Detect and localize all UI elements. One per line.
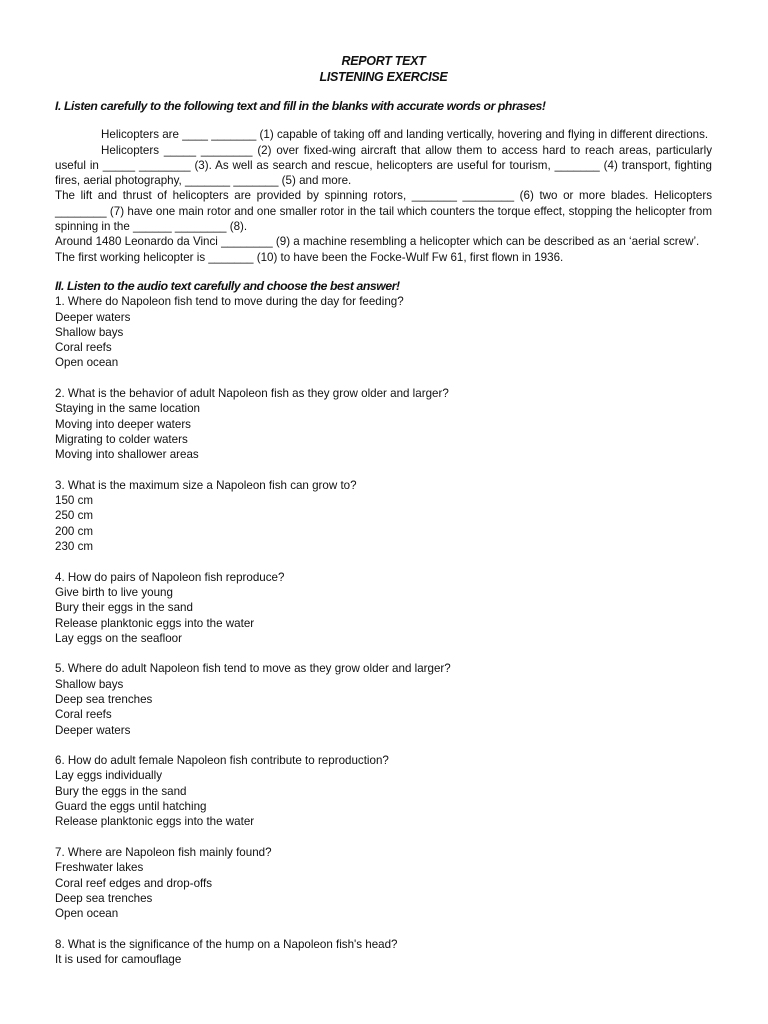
answer-option: Deeper waters (55, 310, 131, 324)
answer-option: Deeper waters (55, 723, 131, 737)
question-4 (55, 570, 712, 646)
answer-option: Coral reefs (55, 708, 112, 722)
question-8 (55, 937, 712, 968)
answer-option: Guard the eggs until hatching (55, 800, 207, 814)
fill-in-passage (55, 127, 712, 265)
question-5 (55, 661, 712, 737)
passage-line: Helicopters are ____ _______ (1) capable of taking off and landing vertically, hovering and flying in different directions. (101, 128, 709, 142)
answer-option: Deep sea trenches (55, 891, 153, 905)
answer-option: Release planktonic eggs into the water (55, 815, 255, 829)
answer-option: Open ocean (55, 356, 119, 370)
section1-heading: I. Listen carefully to the following text and fill in the blanks with accurate words or phrases! (55, 99, 546, 113)
answer-option: Give birth to live young (55, 585, 173, 599)
passage-line: Around 1480 Leonardo da Vinci ________ (9) a machine resembling a helicopter which can be described as an ‘aerial screw’. (55, 235, 700, 249)
answer-option: It is used for camouflage (55, 953, 182, 967)
answer-option: Bury their eggs in the sand (55, 601, 193, 615)
question-text: 4. How do pairs of Napoleon fish reproduce? (55, 570, 285, 584)
question-list (55, 294, 712, 967)
answer-option: Migrating to colder waters (55, 432, 188, 446)
question-2 (55, 386, 712, 462)
question-text: 6. How do adult female Napoleon fish contribute to reproduction? (55, 754, 389, 768)
question-1 (55, 294, 712, 370)
answer-option: Moving into deeper waters (55, 417, 191, 431)
question-6 (55, 753, 712, 829)
title-report-text: REPORT TEXT (341, 54, 426, 68)
question-text: 7. Where are Napoleon fish mainly found? (55, 845, 272, 859)
answer-option: Bury the eggs in the sand (55, 784, 187, 798)
title-listening-exercise: LISTENING EXERCISE (319, 69, 448, 84)
answer-option: Freshwater lakes (55, 861, 144, 875)
section2-heading: II. Listen to the audio text carefully and choose the best answer! (55, 278, 400, 293)
answer-option: Shallow bays (55, 677, 124, 691)
question-text: 2. What is the behavior of adult Napoleon fish as they grow older and larger? (55, 387, 449, 401)
answer-option: Shallow bays (55, 325, 124, 339)
question-3 (55, 478, 712, 554)
document-title (55, 54, 712, 85)
answer-option: Open ocean (55, 907, 119, 921)
answer-option: 230 cm (55, 540, 94, 554)
answer-option: Lay eggs individually (55, 769, 162, 783)
passage-paragraph: Helicopters _____ ________ (2) over fixed-wing aircraft that allow them to access hard to reach areas, particularly useful in _____ ________ (3). As well as search and rescue, helicopters are useful for tourism, _______ (4) transport, fighting fires, aerial photography, _______ _______ (5) and more. (55, 143, 712, 188)
answer-option: 250 cm (55, 509, 94, 523)
question-text: 1. Where do Napoleon fish tend to move during the day for feeding? (55, 295, 404, 309)
answer-option: 200 cm (55, 524, 94, 538)
answer-option: Coral reef edges and drop-offs (55, 876, 213, 890)
passage-line: The first working helicopter is _______ (10) to have been the Focke-Wulf Fw 61, first flown in 1936. (55, 250, 564, 264)
answer-option: Coral reefs (55, 341, 112, 355)
passage-paragraph: The lift and thrust of helicopters are provided by spinning rotors, _______ ________ (6) two or more blades. Helicopters ________ (7) have one main rotor and one smaller rotor in the tail which counters the torque effect, stopping the helicopter from spinning in the ______ ________ (8). (55, 189, 712, 234)
question-7 (55, 845, 712, 921)
question-text: 3. What is the maximum size a Napoleon fish can grow to? (55, 478, 357, 492)
answer-option: Lay eggs on the seafloor (55, 631, 182, 645)
question-text: 8. What is the significance of the hump on a Napoleon fish's head? (55, 937, 398, 951)
answer-option: Deep sea trenches (55, 692, 153, 706)
answer-option: Moving into shallower areas (55, 448, 199, 462)
answer-option: Release planktonic eggs into the water (55, 616, 255, 630)
question-text: 5. Where do adult Napoleon fish tend to move as they grow older and larger? (55, 662, 451, 676)
answer-option: Staying in the same location (55, 402, 201, 416)
answer-option: 150 cm (55, 494, 94, 508)
